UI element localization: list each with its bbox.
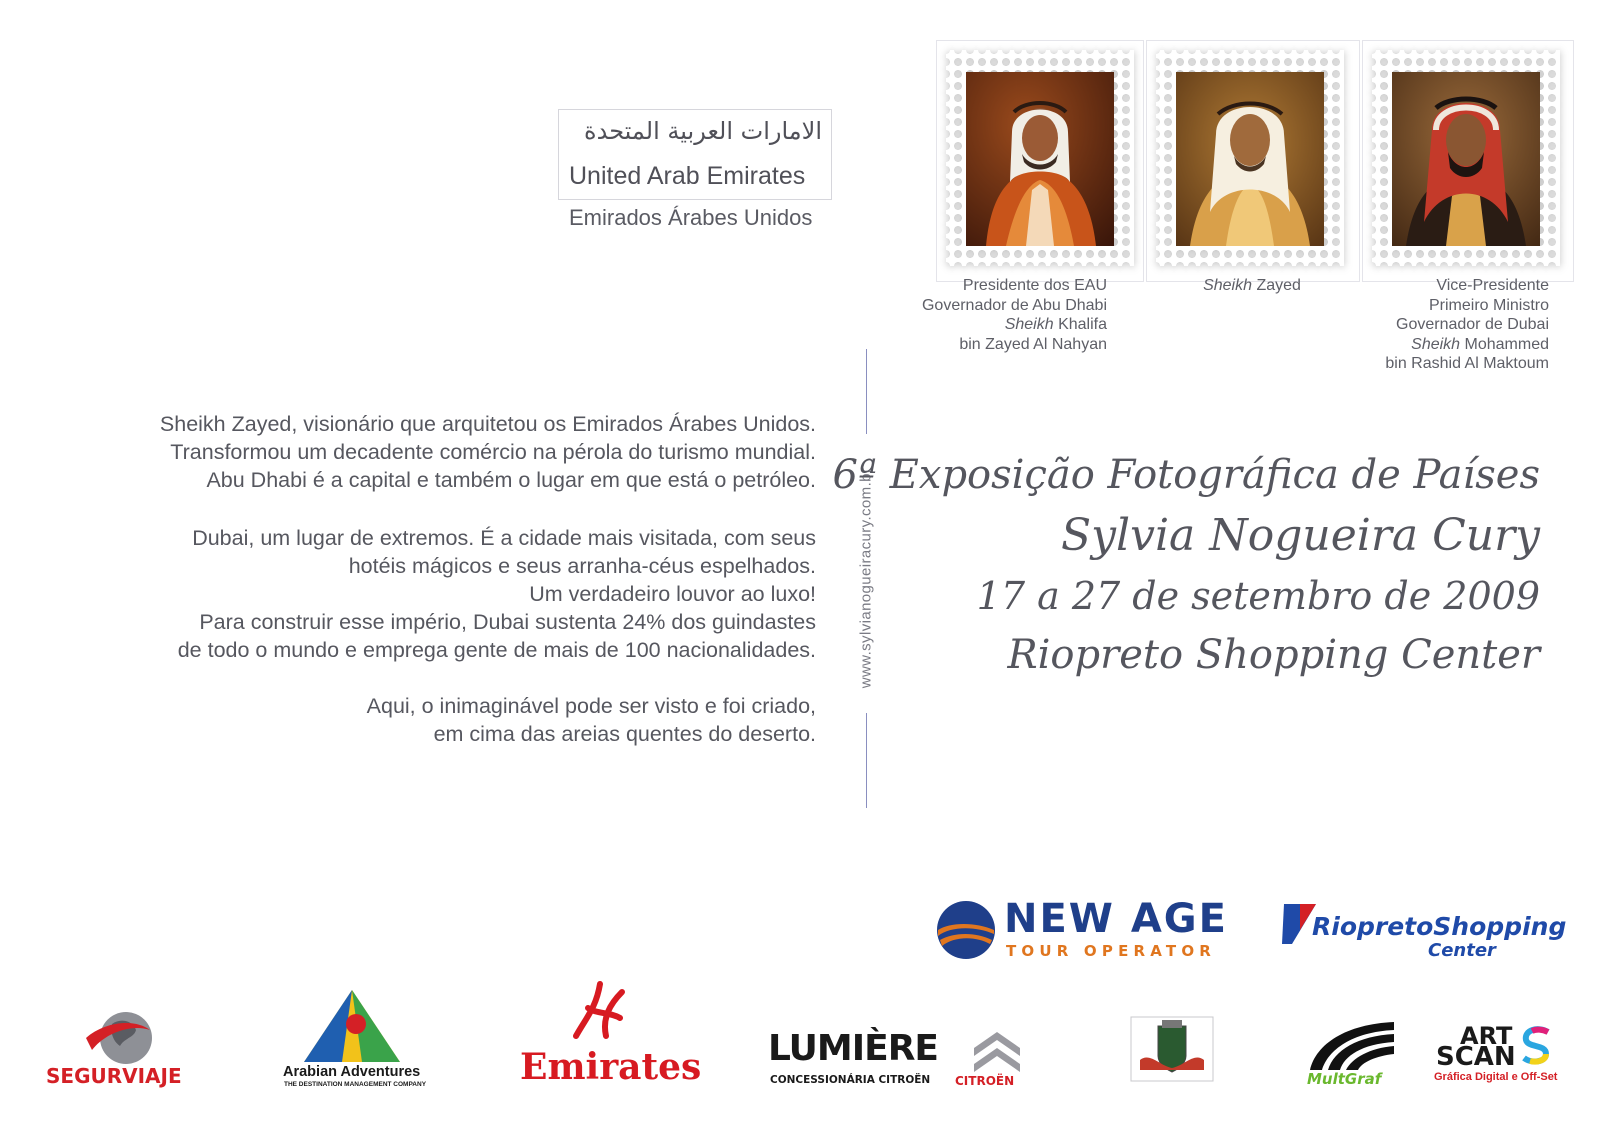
caption-name: Zayed [1256,277,1301,294]
portrait-sheikh-zayed [1176,72,1324,246]
multgraf-logo-text: MultGraf [1307,1070,1382,1088]
caption-right-line: Vice-Presidente [1436,277,1549,294]
stamp-right [1372,50,1560,266]
caption-title: Sheikh [1004,316,1054,333]
country-name-arabic: الامارات العربية المتحدة [584,117,822,145]
caption-left-line [922,315,1107,335]
caption-right-line [1385,335,1549,355]
body-line: de todo o mundo e emprega gente de mais de 100 nacionalidades. [177,638,816,662]
caption-middle-line [1150,276,1354,296]
riopreto-shopping-logo-text: RiopretoShopping [1312,912,1567,941]
caption-middle [1150,276,1354,296]
caption-title: Sheikh [1203,277,1252,294]
riopreto-shopping-logo-subtext: Center [1428,940,1496,961]
multgraf-icon [1306,1020,1398,1072]
caption-left [922,276,1107,354]
portrait-sheikh-mohammed [1392,72,1540,246]
emirates-logo-text: Emirates [520,1046,702,1088]
stamp-left [946,50,1134,266]
new-age-logo-text: NEW AGE [1004,896,1228,942]
divider-line-bottom [866,713,867,808]
caption-right [1385,276,1549,374]
arabian-adventures-icon [302,988,402,1064]
artscan-logo-text-a: ART [1460,1022,1513,1050]
artscan-color-s-icon [1518,1026,1554,1066]
body-line: Um verdadeiro louvor ao luxo! [529,582,816,606]
new-age-logo-subtext: TOUR OPERATOR [1006,942,1217,960]
event-dates: 17 a 27 de setembro de 2009 [976,574,1540,618]
citroen-chevron-icon [970,1026,1024,1074]
segurviaje-text-a: SEGUR [46,1064,123,1088]
caption-left-line: Governador de Abu Dhabi [921,296,1107,314]
segurviaje-logo-text [46,1064,182,1088]
lumiere-logo-text: LUMIÈRE [768,1028,939,1069]
body-line: Para construir esse império, Dubai sustenta 24% dos guindastes [199,610,816,634]
caption-right-line: Governador de Dubai [1396,316,1549,333]
divider-line-top [866,349,867,434]
country-name-english: United Arab Emirates [569,162,806,190]
artscan-logo-text-b: SCAN [1436,1042,1516,1072]
stamp-middle [1156,50,1344,266]
event-venue: Riopreto Shopping Center [1007,632,1540,678]
caption-title: Sheikh [1411,335,1461,353]
body-line: Aqui, o inimaginável pode ser visto e foi criado, [366,694,816,718]
body-line: Abu Dhabi é a capital e também o lugar em que está o petróleo. [206,468,816,492]
arabian-adventures-logo-subtext: THE DESTINATION MANAGEMENT COMPANY [284,1081,427,1088]
body-line: Sheikh Zayed, visionário que arquitetou os Emirados Árabes Unidos. [159,412,816,436]
arabian-adventures-logo-text: Arabian Adventures [283,1064,421,1080]
caption-name: Mohammed [1464,335,1549,353]
caption-left-line: bin Zayed Al Nahyan [959,335,1107,353]
event-artist: Sylvia Nogueira Cury [1061,510,1540,561]
portrait-sheikh-khalifa [966,72,1114,246]
body-line: hotéis mágicos e seus arranha-céus espelhados. [348,554,816,578]
body-line: Transformou um decadente comércio na pérola do turismo mundial. [170,440,816,464]
artscan-logo-subtext: Gráfica Digital e Off-Set [1434,1071,1558,1083]
body-paragraph-3 [367,692,816,748]
event-title: 6ª Exposição Fotográfica de Países [832,452,1540,498]
country-name-portuguese: Emirados Árabes Unidos [569,205,813,230]
caption-right-line: bin Rashid Al Maktoum [1385,355,1549,372]
body-paragraph-2 [178,524,816,664]
body-line: em cima das areias quentes do deserto. [433,722,816,746]
caption-name: Khalifa [1058,316,1107,333]
body-line: Dubai, um lugar de extremos. É a cidade mais visitada, com seus [192,526,816,550]
website-url[interactable]: www.sylvianogueiracury.com.br [857,467,875,689]
caption-right-line: Primeiro Ministro [1428,296,1549,314]
emirates-calligraphy-icon [566,978,636,1042]
segurviaje-globe-icon [84,1008,152,1068]
citroen-logo-text: CITROËN [955,1074,1015,1088]
segurviaje-text-b: VIAJE [122,1064,182,1088]
body-paragraph-1 [160,410,816,494]
new-age-globe-icon [936,900,996,960]
caption-left-line: Presidente dos EAU [962,277,1107,294]
lumiere-logo-subtext: CONCESSIONÁRIA CITROËN [770,1074,931,1086]
city-crest-icon [1130,1016,1214,1082]
